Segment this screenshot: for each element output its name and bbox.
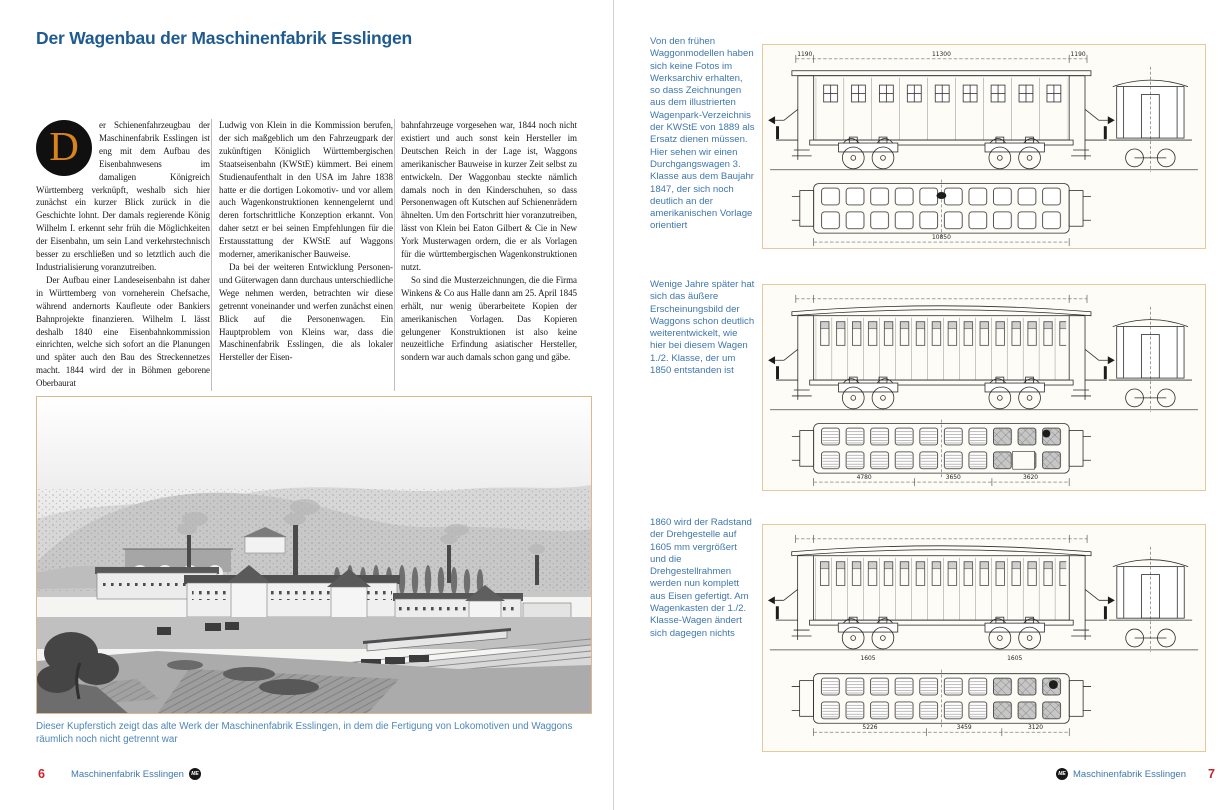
paragraph: Da bei der weiteren Entwicklung Personen- und Güterwagen dann durchaus unterschiedliche Wege nehmen werden, betrachten wir diese getrennt voneinander und werfen zunächst einen Blick auf die Personenwagen. Ein Hauptproblem von Kleins war, dass die Maschinenfabrik Esslingen, die als lokaler Hersteller der Eisen- [219,261,393,363]
body-text: er Schienenfahrzeugbau der Maschinenfabrik Esslingen ist eng mit dem Aufbau des Eisenbahnwesens im damaligen Königreich Württemberg verknüpft, weshalb sich hier zunächst ein kurzer Blick zurück in die Geschichte lohnt. Der damals regierende König Wilhelm I. erkennt sehr früh die Möglichkeiten der Eisenbahn, um sein Land verkehrstechnisch besser zu erschließen und so letztlich auch die Industrialisierung voranzutreiben. [36,120,210,272]
dimension-line-top [796,51,1087,63]
dim-label: 3650 [945,474,961,482]
page-gutter [613,0,614,810]
text-column-2 [219,119,393,393]
dropcap-initial [36,120,92,176]
dim-label: 4780 [856,474,872,482]
dim-label-wheelbase: 1605 [1007,654,1023,662]
paragraph: So sind die Musterzeichnungen, die die Firma Winkens & Co aus Halle dann am 25. April 1845 erhält, nur wenig überarbeitete Kopien der amerikanischen Vorlagen. Das Kopieren gelungener Konstruktionen ist also keine neuzeitliche Erfindung asiatischer Hersteller, sondern war auch damals schon gang und gäbe. [401,274,577,363]
dim-label: 11300 [931,50,951,58]
dim-label: 1190 [797,50,813,58]
paragraph: Der Aufbau einer Landeseisenbahn ist daher in Württemberg von vorneherein Chefsache, während andernorts Kaufleute oder Bankiers Bahnprojekte finanzieren. Wilhelm I. lässt deshalb 1840 eine Eisenbahnkommission einrichten, welche sich sofort an die Planungen und später auch den Bau des Streckennetzes macht. 1844 wird der in Böhmen geborene Oberbaurat [36,274,210,389]
me-emblem-icon [189,768,201,780]
dim-label: 5226 [862,724,878,732]
margin-note-1: Von den frühen Waggonmodellen haben sich keine Fotos im Werksarchiv erhalten, so dass Zeichnungen aus dem illustrierten Wagenpark-Verzeichnis der KWStE von 1889 als Ersatz dienen müssen. Hier sehen wir einen Durchgangswagen 3. Klasse aus dem Baujahr 1847, der sich noch deutlich an der amerikanischen Vorlage orientiert [650,36,755,232]
page-number: 7 [1208,767,1215,781]
footer-right [1056,767,1215,781]
factory-engraving-image [36,396,592,714]
page-title: Der Wagenbau der Maschinenfabrik Esslingen [36,28,413,48]
paragraph [36,119,210,274]
footer-label: Maschinenfabrik Esslingen [1073,768,1187,780]
image-caption: Dieser Kupferstich zeigt das alte Werk der Maschinenfabrik Esslingen, in dem die Fertigung von Lokomotiven und Waggons räumlich noch nicht getrennt war [36,721,573,745]
dim-label: 1190 [1070,50,1086,58]
text-column-1 [36,119,210,393]
dimension-line-plan [814,234,1069,246]
dim-label-wheelbase: 1605 [860,654,876,662]
dim-label: 10850 [931,234,951,242]
dim-label: 3459 [956,724,972,732]
text-column-3 [401,119,577,393]
margin-note-3: 1860 wird der Radstand der Drehgestelle auf 1605 mm vergrößert und die Drehgestellrahmen werden nun komplett aus Eisen gefertigt. Am Wagenkasten der 1./2. Klasse-Wagen ändert sich dagegen nichts [650,517,752,639]
me-emblem-letters: ME [1058,771,1066,777]
column-rule [211,119,212,391]
dimension-line-top [796,295,1087,303]
page-number: 6 [38,767,45,781]
technical-drawing-1850-wagon [762,284,1206,491]
column-rule [394,119,395,391]
dim-label: 3120 [1027,724,1044,732]
footer-label: Maschinenfabrik Esslingen [70,768,184,780]
footer-left [38,767,201,781]
dim-label: 3620 [1022,474,1039,482]
me-emblem-letters: ME [191,771,199,777]
paragraph: Ludwig von Klein in die Kommission berufen, der sich maßgeblich um den Fahrzeugpark der zukünftigen Königlich Württembergischen Staatseisenbahn (KWStE) kümmert. Bei einem Studienaufenthalt in den USA im Jahre 1838 hatte er die dortigen Lokomotiv- und vor allem auch Wagenkonstruktionen kennengelernt und deren fortschrittliche Konzeption erkannt. Von daher setzt er bei seinen Empfehlungen für die Erstausstattung der KWStE auf Waggons moderner, amerikanischer Bauweise. [219,120,393,260]
dimension-line-top [796,535,1087,543]
dropcap-letter: D [49,122,79,169]
me-emblem-icon [1056,768,1068,780]
paragraph: bahnfahrzeuge vorgesehen war, 1844 noch nicht existiert und auch sonst kein Hersteller im Deutschen Reich in der Lage ist, Waggons amerikanischer Bauweise in kurzer Zeit selbst zu entwickeln. Der Waggonbau steckte nämlich damals noch in den Kinderschuhen, so dass Personenwagen oft Kutschen auf Schienenrädern ähnelten. Um den Fortschritt hier voranzutreiben, lässt von Klein bei Eaton Gilbert & Cie in New York Musterwagen ordern, die er als Vorlagen für die württembergischen Wagenkonstruktionen nutzt. [401,120,577,272]
technical-drawing-1860-wagon [762,524,1206,752]
technical-drawing-1847-wagon [762,44,1206,249]
margin-note-2: Wenige Jahre später hat sich das äußere Erscheinungsbild der Waggons schon deutlich weiterentwickelt, wie hier bei diesem Wagen 1./2. Klasse, der um 1850 entstanden ist [650,279,755,377]
